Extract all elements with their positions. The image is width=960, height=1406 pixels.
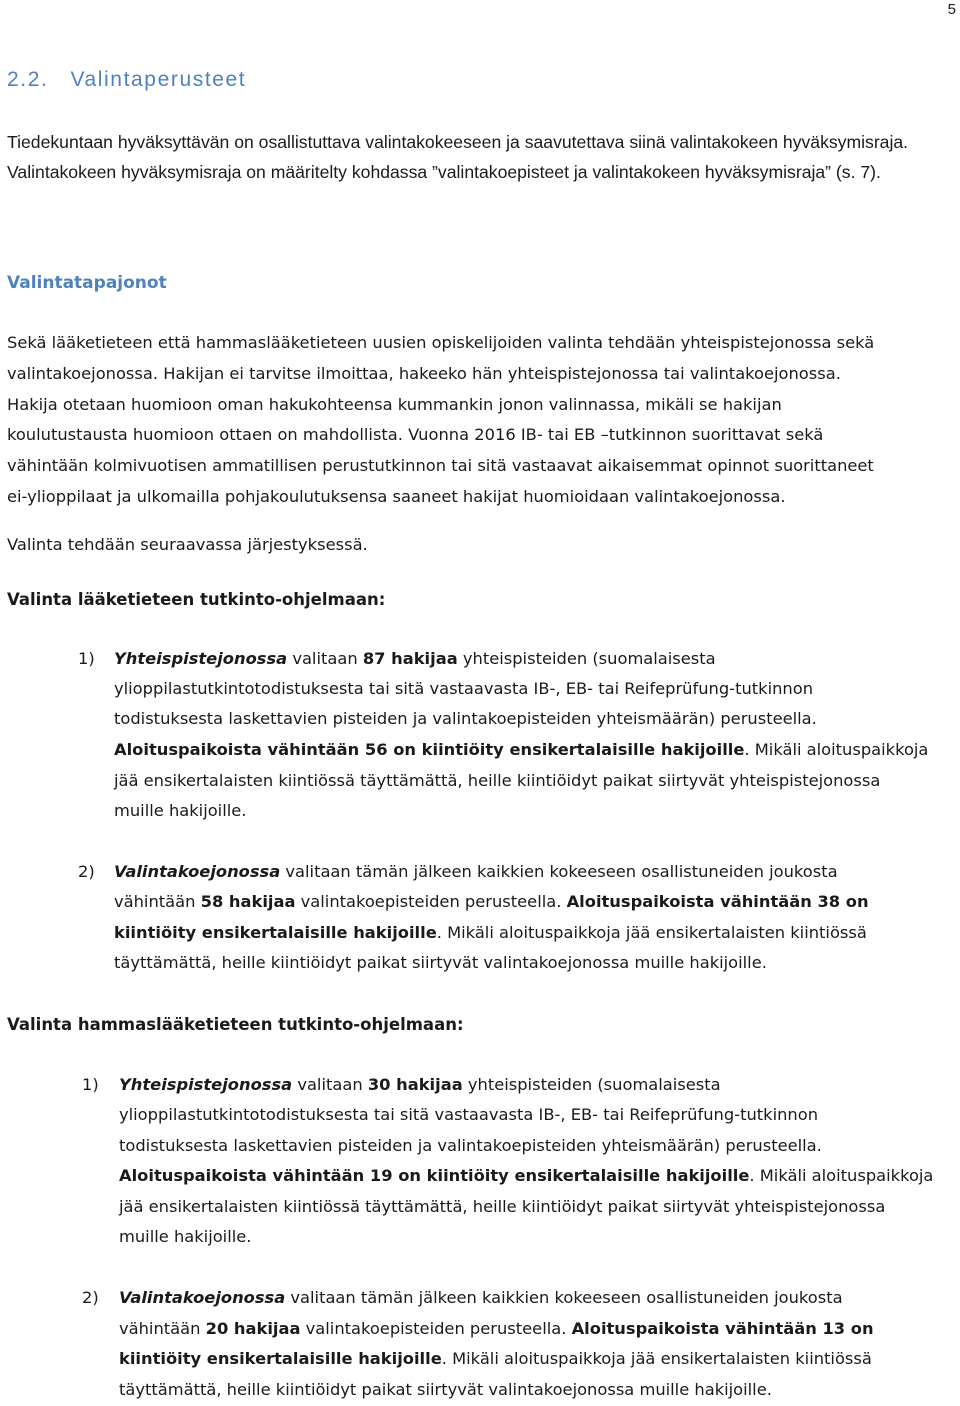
list-line: Aloituspaikoista vähintään 19 on kiintiöity ensikertalaisille hakijoille. Mikäli aloituspaikkoja bbox=[119, 1166, 934, 1185]
list-number: 2) bbox=[82, 1288, 99, 1307]
queue-name: Valintakoejonossa bbox=[114, 862, 281, 881]
list-line: kiintiöity ensikertalaisille hakijoille. Mikäli aloituspaikkoja jää ensikertalaisten kiintiössä bbox=[114, 923, 867, 942]
queues-line: ei-ylioppilaat ja ulkomailla pohjakoulutuksensa saaneet hakijat huomioidaan valintakoejonossa. bbox=[7, 487, 786, 506]
list-line: muille hakijoille. bbox=[114, 801, 247, 820]
applicant-count: 20 hakijaa bbox=[205, 1319, 301, 1338]
queues-line: Sekä lääketieteen että hammaslääketieteen uusien opiskelijoiden valinta tehdään yhteispistejonossa sekä bbox=[7, 333, 875, 352]
queue-name: Yhteispistejonossa bbox=[119, 1075, 293, 1094]
list-line: täyttämättä, heille kiintiöidyt paikat siirtyvät valintakoejonossa muille hakijoille. bbox=[119, 1380, 772, 1399]
list-line: vähintään 58 hakijaa valintakoepisteiden perusteella. Aloituspaikoista vähintään 38 on bbox=[114, 892, 869, 911]
list-line: kiintiöity ensikertalaisille hakijoille. Mikäli aloituspaikkoja jää ensikertalaisten kiintiössä bbox=[119, 1349, 872, 1368]
list-line: Yhteispistejonossa valitaan 87 hakijaa yhteispisteiden (suomalaisesta bbox=[114, 649, 716, 668]
list-line: todistuksesta laskettavien pisteiden ja valintakoepisteiden yhteismäärän) perusteella. bbox=[114, 709, 817, 728]
queue-name: Valintakoejonossa bbox=[119, 1288, 286, 1307]
section-title: Valintaperusteet bbox=[70, 68, 247, 91]
section-heading bbox=[7, 66, 246, 94]
list-line: täyttämättä, heille kiintiöidyt paikat siirtyvät valintakoejonossa muille hakijoille. bbox=[114, 953, 767, 972]
list-line: vähintään 20 hakijaa valintakoepisteiden perusteella. Aloituspaikoista vähintään 13 on bbox=[119, 1319, 874, 1338]
list-line: Valintakoejonossa valitaan tämän jälkeen kaikkien kokeeseen osallistuneiden joukosta bbox=[114, 862, 838, 881]
list-line: ylioppilastutkintotodistuksesta tai sitä vastaavasta IB-, EB- tai Reifeprüfung-tutkinnon bbox=[119, 1105, 819, 1124]
queue-name: Yhteispistejonossa bbox=[114, 649, 288, 668]
queues-heading: Valintatapajonot bbox=[7, 273, 167, 293]
queues-line: koulutustausta huomioon ottaen on mahdollista. Vuonna 2016 IB- tai EB –tutkinnon suorittavat sekä bbox=[7, 425, 824, 444]
quota-text: kiintiöity ensikertalaisille hakijoille bbox=[114, 923, 437, 942]
list-line: Aloituspaikoista vähintään 56 on kiintiöity ensikertalaisille hakijoille. Mikäli aloituspaikkoja bbox=[114, 740, 929, 759]
section-number: 2.2. bbox=[7, 68, 49, 91]
list-number: 1) bbox=[82, 1075, 99, 1094]
queues-line: valintakoejonossa. Hakijan ei tarvitse ilmoittaa, hakeeko hän yhteispistejonossa tai valintakoejonossa. bbox=[7, 364, 841, 383]
list-line: ylioppilastutkintotodistuksesta tai sitä vastaavasta IB-, EB- tai Reifeprüfung-tutkinnon bbox=[114, 679, 814, 698]
applicant-count: 58 hakijaa bbox=[200, 892, 296, 911]
quota-text: Aloituspaikoista vähintään 38 on bbox=[566, 892, 869, 911]
dentistry-heading: Valinta hammaslääketieteen tutkinto-ohjelmaan: bbox=[7, 1015, 464, 1034]
order-sentence: Valinta tehdään seuraavassa järjestyksessä. bbox=[7, 535, 368, 554]
quota-text: Aloituspaikoista vähintään 56 on kiintiöity ensikertalaisille hakijoille bbox=[114, 740, 745, 759]
list-number: 2) bbox=[78, 862, 95, 881]
queues-line: Hakija otetaan huomioon oman hakukohteensa kummankin jonon valinnassa, mikäli se hakijan bbox=[7, 395, 782, 414]
list-line: muille hakijoille. bbox=[119, 1227, 252, 1246]
list-line: jää ensikertalaisten kiintiössä täyttämättä, heille kiintiöidyt paikat siirtyvät yhteispistejonossa bbox=[119, 1197, 886, 1216]
list-line: Yhteispistejonossa valitaan 30 hakijaa yhteispisteiden (suomalaisesta bbox=[119, 1075, 721, 1094]
page-number: 5 bbox=[947, 1, 956, 18]
quota-text: Aloituspaikoista vähintään 19 on kiintiöity ensikertalaisille hakijoille bbox=[119, 1166, 750, 1185]
list-line: todistuksesta laskettavien pisteiden ja valintakoepisteiden yhteismäärän) perusteella. bbox=[119, 1136, 822, 1155]
quota-text: kiintiöity ensikertalaisille hakijoille bbox=[119, 1349, 442, 1368]
list-line: Valintakoejonossa valitaan tämän jälkeen kaikkien kokeeseen osallistuneiden joukosta bbox=[119, 1288, 843, 1307]
quota-text: Aloituspaikoista vähintään 13 on bbox=[571, 1319, 874, 1338]
medicine-heading: Valinta lääketieteen tutkinto-ohjelmaan: bbox=[7, 590, 386, 609]
list-line: jää ensikertalaisten kiintiössä täyttämättä, heille kiintiöidyt paikat siirtyvät yhteispistejonossa bbox=[114, 771, 881, 790]
queues-line: vähintään kolmivuotisen ammatillisen perustutkinnon tai sitä vastaavat aikaisemmat opinnot suorittaneet bbox=[7, 456, 874, 475]
intro-paragraph: Tiedekuntaan hyväksyttävän on osallistuttava valintakokeeseen ja saavutettava siinä valintakokeen hyväksymisraja. Valintakokeen hyväksymisraja on määritelty kohdassa ”valintakoepisteet ja valintakokeen hyväksymisraja” (s. 7). bbox=[7, 132, 909, 182]
applicant-count: 87 hakijaa bbox=[362, 649, 458, 668]
applicant-count: 30 hakijaa bbox=[367, 1075, 463, 1094]
list-number: 1) bbox=[78, 649, 95, 668]
